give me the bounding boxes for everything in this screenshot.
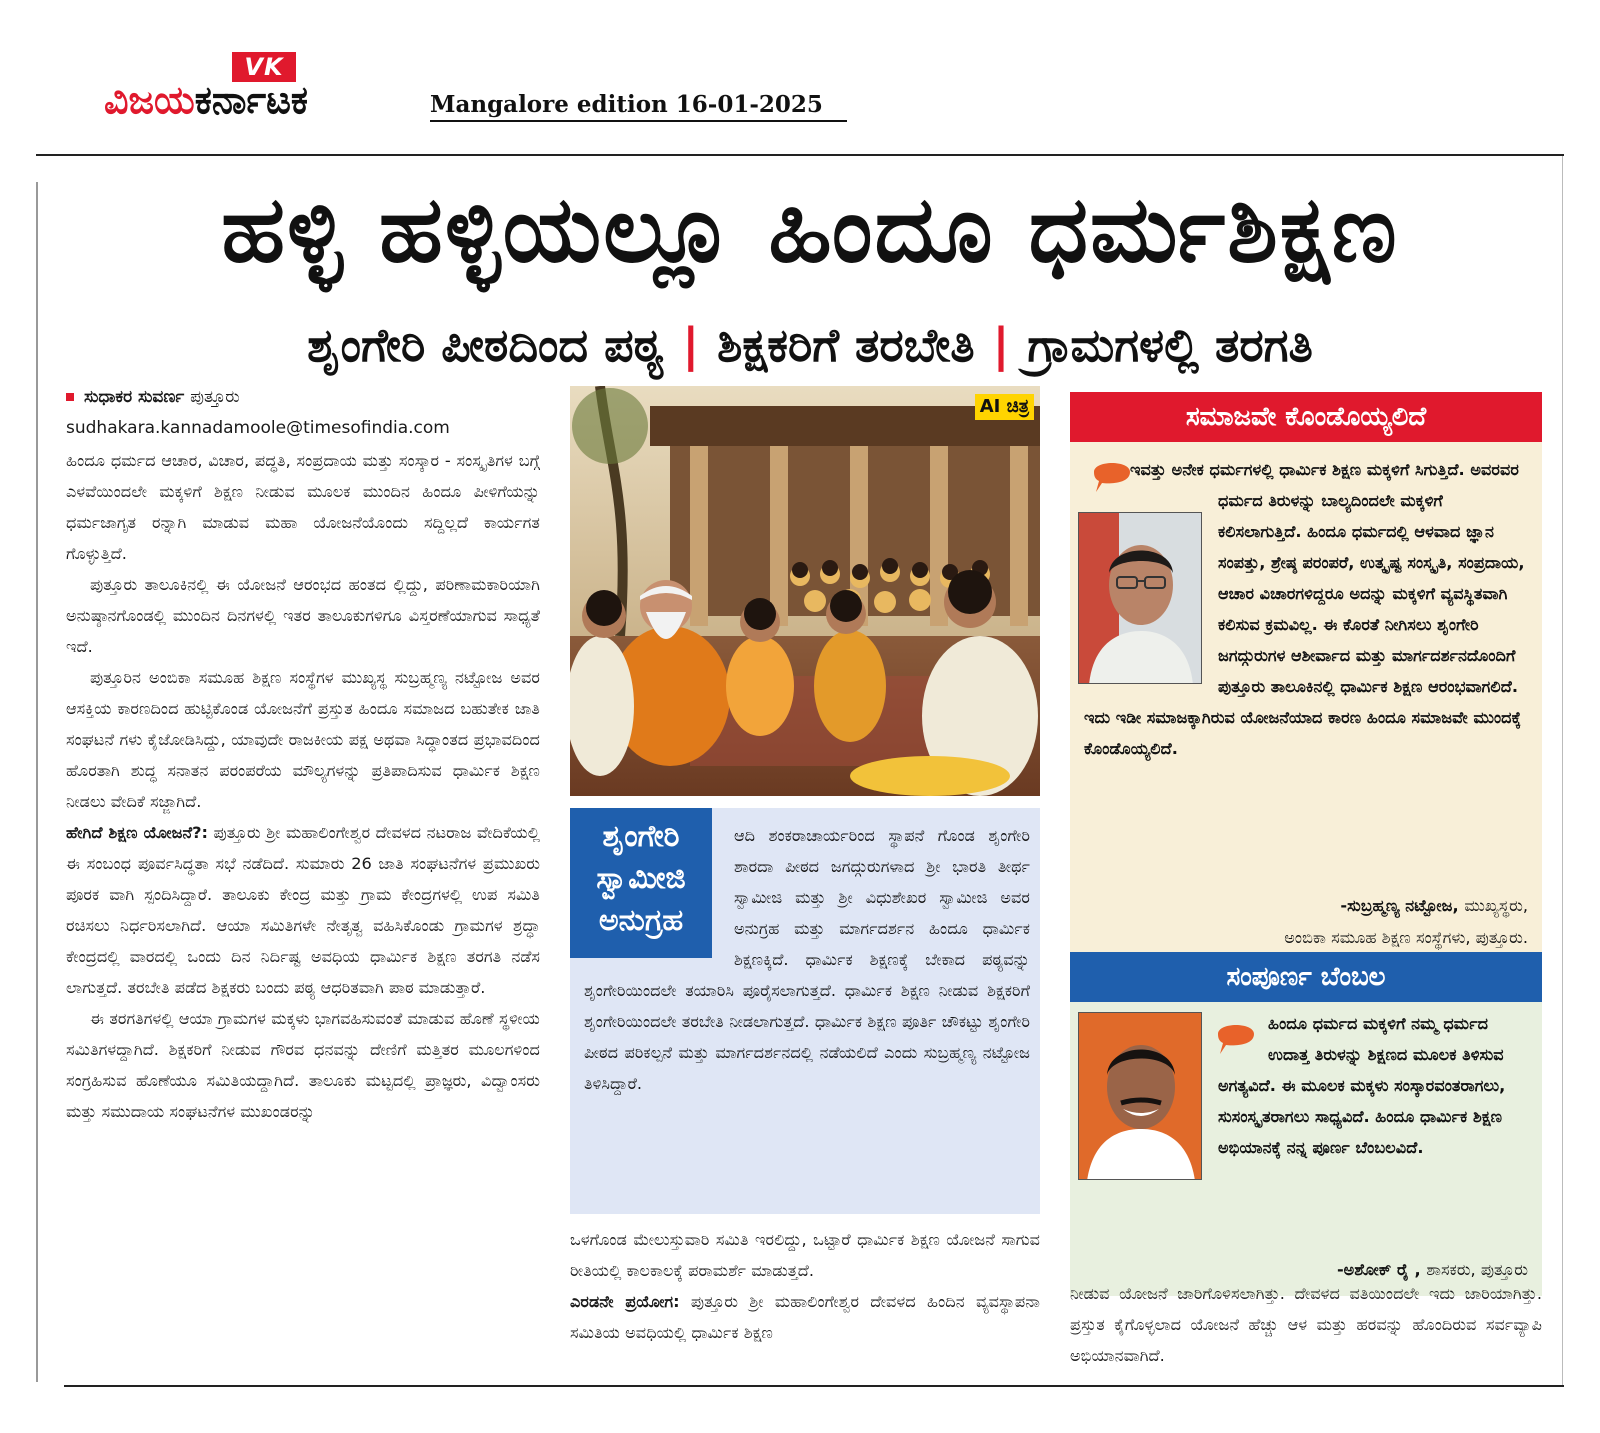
- article-paragraph: ಈ ತರಗತಿಗಳಲ್ಲಿ ಆಯಾ ಗ್ರಾಮಗಳ ಮಕ್ಕಳು ಭಾಗವಹಿಸುವಂತೆ ಮಾಡುವ ಹೊಣೆ ಸ್ಥಳೀಯ ಸಮಿತಿಗಳದ್ದಾಗಿದೆ. ಶಿಕ್ಷಕರಿಗೆ ನೀಡುವ ಗೌರವ ಧನವನ್ನು ದೇಣಿಗೆ ಮತ್ತಿತರ ಮೂಲಗಳಿಂದ ಸಂಗ್ರಹಿಸುವ ಹೊಣೆಯೂ ಸಮಿತಿಯದ್ದಾಗಿದೆ. ತಾಲೂಕು ಮಟ್ಟದಲ್ಲಿ ಪ್ರಾಜ್ಞರು, ವಿದ್ವಾಂಸರು ಮತ್ತು ಸಮುದಾಯ ಸಂಘಟನೆಗಳ ಮುಖಂಡರನ್ನು: [66, 1009, 540, 1121]
- float-spacer: [1084, 1008, 1268, 1064]
- quote-paragraph: ಹಿಂದೂ ಧರ್ಮದ ಮಕ್ಕಳಿಗೆ ನಮ್ಮ ಧರ್ಮದ ಉದಾತ್ತ ತಿರುಳನ್ನು ಶಿಕ್ಷಣದ ಮೂಲಕ ತಿಳಿಸುವ ಅಗತ್ಯವಿದೆ. ಈ ಮೂಲಕ ಮಕ್ಕಳು ಸಂಸ್ಕಾರವಂತರಾಗಲು, ಸುಸಂಸ್ಕೃತರಾಗಲು ಸಾಧ್ಯವಿದೆ. ಹಿಂದೂ ಧಾರ್ಮಿಕ ಶಿಕ್ಷಣ ಅಭಿಯಾನಕ್ಕೆ ನನ್ನ ಪೂರ್ಣ ಬೆಂಬಲವಿದೆ.: [1218, 1014, 1506, 1157]
- article-paragraph: [66, 817, 540, 1003]
- paragraph-text: ಪುತ್ತೂರು ಶ್ರೀ ಮಹಾಲಿಂಗೇಶ್ವರ ದೇವಳದ ನಟರಾಜ ವೇದಿಕೆಯಲ್ಲಿ ಈ ಸಂಬಂಧ ಪೂರ್ವಸಿದ್ಧತಾ ಸಭೆ ನಡೆದಿದೆ. ಸುಮಾರು 26 ಜಾತಿ ಸಂಘಟನೆಗಳ ಪ್ರಮುಖರು ಪೂರಕ ವಾಗಿ ಸ್ಪಂದಿಸಿದ್ದಾರೆ. ತಾಲೂಕು ಕೇಂದ್ರ ಮತ್ತು ಗ್ರಾಮ ಕೇಂದ್ರಗಳಲ್ಲಿ ಉಪ ಸಮಿತಿ ರಚಿಸಲು ನಿರ್ಧರಿಸಲಾಗಿದೆ. ಆಯಾ ಸಮಿತಿಗಳೇ ನೇತೃತ್ವ ವಹಿಸಿಕೊಂಡು ಗ್ರಾಮಗಳ ಶ್ರದ್ಧಾ ಕೇಂದ್ರದಲ್ಲಿ ವಾರದಲ್ಲಿ ಒಂದು ದಿನ ನಿರ್ದಿಷ್ಟ ಅವಧಿಯ ಧಾರ್ಮಿಕ ಶಿಕ್ಷಣ ತರಗತಿ ನಡೆಸ ಲಾಗುತ್ತದೆ. ತರಬೇತಿ ಪಡೆದ ಶಿಕ್ಷಕರು ಬಂದು ಪಠ್ಯ ಆಧರಿತವಾಗಿ ಪಾಠ ಮಾಡುತ್ತಾರೆ.: [66, 823, 540, 997]
- left-rule: [36, 182, 38, 1382]
- article-paragraph: ಒಳಗೊಂಡ ಮೇಲುಸ್ತುವಾರಿ ಸಮಿತಿ ಇರಲಿದ್ದು, ಒಟ್ಟಾರೆ ಧಾರ್ಮಿಕ ಶಿಕ್ಷಣ ಯೋಜನೆ ಸಾಗುವ ರೀತಿಯಲ್ಲಿ ಕಾಲಕಾಲಕ್ಕೆ ಪರಾಮರ್ಶೆ ಮಾಡುತ್ತದೆ.: [570, 1230, 1040, 1280]
- logo-word-black: ಕರ್ನಾಟಕ: [194, 78, 308, 122]
- article-paragraph: ಪುತ್ತೂರು ತಾಲೂಕಿನಲ್ಲಿ ಈ ಯೋಜನೆ ಆರಂಭದ ಹಂತದ ಲ್ಲಿದ್ದು, ಪರಿಣಾಮಕಾರಿಯಾಗಿ ಅನುಷ್ಠಾನಗೊಂಡಲ್ಲಿ ಮುಂದಿನ ದಿನಗಳಲ್ಲಿ ಇತರ ತಾಲೂಕುಗಳಿಗೂ ವಿಸ್ತರಣೆಯಾಗುವ ಸಾಧ್ಯತೆ ಇದೆ.: [66, 575, 540, 656]
- quote-person-name: -ಸುಬ್ರಹ್ಮಣ್ಯ ನಟ್ಟೋಜ,: [1340, 896, 1459, 915]
- byline: [66, 382, 540, 413]
- edition-date: Mangalore edition 16-01-2025: [430, 90, 847, 122]
- illustration-photo: [570, 386, 1040, 796]
- quote-person-role: ಮುಖ್ಯಸ್ಥರು,: [1464, 896, 1528, 915]
- article-paragraph: ಹಿಂದೂ ಧರ್ಮದ ಆಚಾರ, ವಿಚಾರ, ಪದ್ಧತಿ, ಸಂಪ್ರದಾಯ ಮತ್ತು ಸಂಸ್ಕಾರ - ಸಂಸ್ಕೃತಿಗಳ ಬಗ್ಗೆ ಎಳವೆಯಿಂದಲೇ ಮಕ್ಕಳಿಗೆ ಶಿಕ್ಷಣ ನೀಡುವ ಮೂಲಕ ಮುಂದಿನ ಹಿಂದೂ ಪೀಳಿಗೆಯನ್ನು ಧರ್ಮಜಾಗೃತ ರನ್ನಾಗಿ ಮಾಡುವ ಮಹಾ ಯೋಜನೆಯೊಂದು ಸದ್ದಿಲ್ಲದೆ ಕಾರ್ಯಗತ ಗೊಳ್ಳುತ್ತಿದೆ.: [66, 451, 540, 563]
- quote-text: [1084, 454, 1528, 764]
- section-lead: ಹೇಗಿದೆ ಶಿಕ್ಷಣ ಯೋಜನೆ?:: [66, 823, 208, 842]
- quote-box-body: [1070, 442, 1542, 982]
- author-place: ಪುತ್ತೂರು: [190, 387, 240, 407]
- quote-person-role: ಶಾಸಕರು, ಪುತ್ತೂರು: [1426, 1260, 1528, 1279]
- quote-organization: ಅಂಬಿಕಾ ಸಮೂಹ ಶಿಕ್ಷಣ ಸಂಸ್ಥೆಗಳು, ಪುತ್ತೂರು.: [1284, 928, 1528, 947]
- author-email[interactable]: sudhakara.kannadamoole@timesofindia.com: [66, 418, 450, 438]
- shringeri-box-title: ಶೃಂಗೇರಿ ಸ್ವಾಮೀಜಿ ಅನುಗ್ರಹ: [570, 808, 712, 958]
- quote-box-natttoja: [1070, 392, 1542, 982]
- ai-illustration: [570, 386, 1040, 796]
- subhead-part-3: ಗ್ರಾಮಗಳಲ್ಲಿ ತರಗತಿ: [1027, 318, 1313, 372]
- quote-text: [1084, 1008, 1528, 1188]
- masthead: [104, 52, 824, 126]
- quote-box-header: ಸಮಾಜವೇ ಕೊಂಡೊಯ್ಯಲಿದೆ: [1070, 392, 1542, 442]
- article-paragraph: ಪುತ್ತೂರಿನ ಅಂಬಿಕಾ ಸಮೂಹ ಶಿಕ್ಷಣ ಸಂಸ್ಥೆಗಳ ಮುಖ್ಯಸ್ಥ ಸುಬ್ರಹ್ಮಣ್ಯ ನಟ್ಟೋಜ ಅವರ ಆಸಕ್ತಿಯ ಕಾರಣದಿಂದ ಹುಟ್ಟಿಕೊಂಡ ಯೋಜನೆಗೆ ಪ್ರಸ್ತುತ ಹಿಂದೂ ಸಮಾಜದ ಬಹುತೇಕ ಜಾತಿ ಸಂಘಟನೆ ಗಳು ಕೈಜೋಡಿಸಿದ್ದು, ಯಾವುದೇ ರಾಜಕೀಯ ಪಕ್ಷ ಅಥವಾ ಸಿದ್ಧಾಂತದ ಪ್ರಭಾವದಿಂದ ಹೊರತಾಗಿ ಶುದ್ಧ ಸನಾತನ ಪರಂಪರೆಯ ಮೌಲ್ಯಗಳನ್ನು ಪ್ರತಿಪಾದಿಸುವ ಧಾರ್ಮಿಕ ಶಿಕ್ಷಣ ನೀಡಲು ವೇದಿಕೆ ಸಜ್ಜಾಗಿದೆ.: [66, 668, 540, 811]
- article-column-3: [1070, 1278, 1542, 1371]
- paragraph-text: ಪುತ್ತೂರು ಶ್ರೀ ಮಹಾಲಿಂಗೇಶ್ವರ ದೇವಳದ ಹಿಂದಿನ ವ್ಯವಸ್ಥಾಪನಾ ಸಮಿತಿಯ ಅವಧಿಯಲ್ಲಿ ಧಾರ್ಮಿಕ ಶಿಕ್ಷಣ: [570, 1292, 1041, 1342]
- author-name: ಸುಧಾಕರ ಸುವರ್ಣ: [84, 387, 185, 407]
- top-rule: [36, 154, 1564, 156]
- quote-box-ashok-rai: [1070, 952, 1542, 1296]
- float-spacer: [1084, 496, 1218, 676]
- subhead-separator: |: [992, 318, 1010, 372]
- headline: ಹಳ್ಳಿ ಹಳ್ಳಿಯಲ್ಲೂ ಹಿಂದೂ ಧರ್ಮಶಿಕ್ಷಣ: [221, 176, 1399, 283]
- byline-marker: [66, 393, 74, 401]
- subheadline: [60, 310, 1560, 380]
- subhead-part-2: ಶಿಕ್ಷಕರಿಗೆ ತರಬೇತಿ: [717, 318, 975, 372]
- bottom-rule: [64, 1385, 1564, 1387]
- quote-box-header: ಸಂಪೂರ್ಣ ಬೆಂಬಲ: [1070, 952, 1542, 1002]
- article-column-1: [66, 382, 540, 1127]
- float-spacer: [584, 820, 734, 970]
- section-lead: ಎರಡನೇ ಪ್ರಯೋಗ:: [570, 1292, 680, 1311]
- article-paragraph: [570, 1286, 1040, 1348]
- article-column-2: [570, 1224, 1040, 1348]
- logo-word-red: ವಿಜಯ: [104, 78, 195, 122]
- article-paragraph: ನೀಡುವ ಯೋಜನೆ ಜಾರಿಗೊಳಿಸಲಾಗಿತ್ತು. ದೇವಳದ ವತಿಯಿಂದಲೇ ಇದು ಜಾರಿಯಾಗಿತ್ತು. ಪ್ರಸ್ತುತ ಕೈಗೊಳ್ಳಲಾದ ಯೋಜನೆ ಹೆಚ್ಚು ಆಳ ಮತ್ತು ಹರವನ್ನು ಹೊಂದಿರುವ ಸರ್ವವ್ಯಾಪಿ ಅಭಿಯಾನವಾಗಿದೆ.: [1070, 1284, 1542, 1365]
- shringeri-box: [570, 808, 1040, 1214]
- quote-attribution: [1340, 890, 1528, 921]
- newspaper-logo: [104, 78, 308, 122]
- box-paragraph: ಆದಿ ಶಂಕರಾಚಾರ್ಯರಿಂದ ಸ್ಥಾಪನೆ ಗೊಂಡ ಶೃಂಗೇರಿ ಶಾರದಾ ಪೀಠದ ಜಗದ್ಗುರುಗಳಾದ ಶ್ರೀ ಭಾರತಿ ತೀರ್ಥ ಸ್ವಾಮೀಜಿ ಮತ್ತು ಶ್ರೀ ವಿಧುಶೇಖರ ಸ್ವಾಮೀಜಿ ಅವರ ಅನುಗ್ರಹ ಮತ್ತು ಮಾರ್ಗದರ್ಶನ ಹಿಂದೂ ಧಾರ್ಮಿಕ ಶಿಕ್ಷಣಕ್ಕಿದೆ. ಧಾರ್ಮಿಕ ಶಿಕ್ಷಣಕ್ಕೆ ಬೇಕಾದ ಪಠ್ಯವನ್ನು ಶೃಂಗೇರಿಯಿಂದಲೇ ತಯಾರಿಸಿ ಪೂರೈಸಲಾಗುತ್ತದೆ. ಧಾರ್ಮಿಕ ಶಿಕ್ಷಣ ನೀಡುವ ಶಿಕ್ಷಕರಿಗೆ ಶೃಂಗೇರಿಯಿಂದಲೇ ತರಬೇತಿ ನೀಡಲಾಗುತ್ತದೆ. ಧಾರ್ಮಿಕ ಶಿಕ್ಷಣ ಪೂರ್ತಿ ಚೌಕಟ್ಟು ಶೃಂಗೇರಿ ಪೀಠದ ಪರಿಕಲ್ಪನೆ ಮತ್ತು ಮಾರ್ಗದರ್ಶನದಲ್ಲಿ ನಡೆಯಲಿದೆ ಎಂದು ಸುಬ್ರಹ್ಮಣ್ಯ ನಟ್ಟೋಜ ತಿಳಿಸಿದ್ದಾರೆ.: [584, 826, 1030, 1093]
- logo-badge: VK: [232, 52, 296, 82]
- quote-box-body: [1070, 1002, 1542, 1296]
- ai-image-tag: AI ಚಿತ್ರ: [975, 394, 1034, 420]
- subhead-part-1: ಶೃಂಗೇರಿ ಪೀಠದಿಂದ ಪಠ್ಯ: [307, 318, 665, 372]
- shringeri-box-text: [584, 820, 1030, 1099]
- quote-paragraph: ಇವತ್ತು ಅನೇಕ ಧರ್ಮಗಳಲ್ಲಿ ಧಾರ್ಮಿಕ ಶಿಕ್ಷಣ ಮಕ್ಕಳಿಗೆ ಸಿಗುತ್ತಿದೆ. ಅವರವರ ಧರ್ಮದ ತಿರುಳನ್ನು ಬಾಲ್ಯದಿಂದಲೇ ಮಕ್ಕಳಿಗೆ ಕಲಿಸಲಾಗುತ್ತಿದೆ. ಹಿಂದೂ ಧರ್ಮದಲ್ಲಿ ಆಳವಾದ ಜ್ಞಾನ ಸಂಪತ್ತು, ಶ್ರೇಷ್ಠ ಪರಂಪರೆ, ಉತ್ಕೃಷ್ಟ ಸಂಸ್ಕೃತಿ, ಸಂಪ್ರದಾಯ, ಆಚಾರ ವಿಚಾರಗಳಿದ್ದರೂ ಅದನ್ನು ಮಕ್ಕಳಿಗೆ ವ್ಯವಸ್ಥಿತವಾಗಿ ಕಲಿಸುವ ಕ್ರಮವಿಲ್ಲ. ಈ ಕೊರತೆ ನೀಗಿಸಲು ಶೃಂಗೇರಿ ಜಗದ್ಗುರುಗಳ ಆಶೀರ್ವಾದ ಮತ್ತು ಮಾರ್ಗದರ್ಶನದೊಂದಿಗೆ ಪುತ್ತೂರು ತಾಲೂಕಿನಲ್ಲಿ ಧಾರ್ಮಿಕ ಶಿಕ್ಷಣ ಆರಂಭವಾಗಲಿದೆ. ಇದು ಇಡೀ ಸಮಾಜಕ್ಕಾಗಿರುವ ಯೋಜನೆಯಾದ ಕಾರಣ ಹಿಂದೂ ಸಮಾಜವೇ ಮುಂದಕ್ಕೆ ಕೊಂಡೊಯ್ಯಲಿದೆ.: [1084, 460, 1525, 758]
- float-spacer: [1084, 454, 1130, 490]
- subhead-separator: |: [682, 318, 700, 372]
- float-spacer: [1084, 1064, 1218, 1188]
- quote-person-name: -ಅಶೋಕ್ ರೈ ,: [1336, 1260, 1421, 1279]
- right-rule: [1562, 156, 1563, 1386]
